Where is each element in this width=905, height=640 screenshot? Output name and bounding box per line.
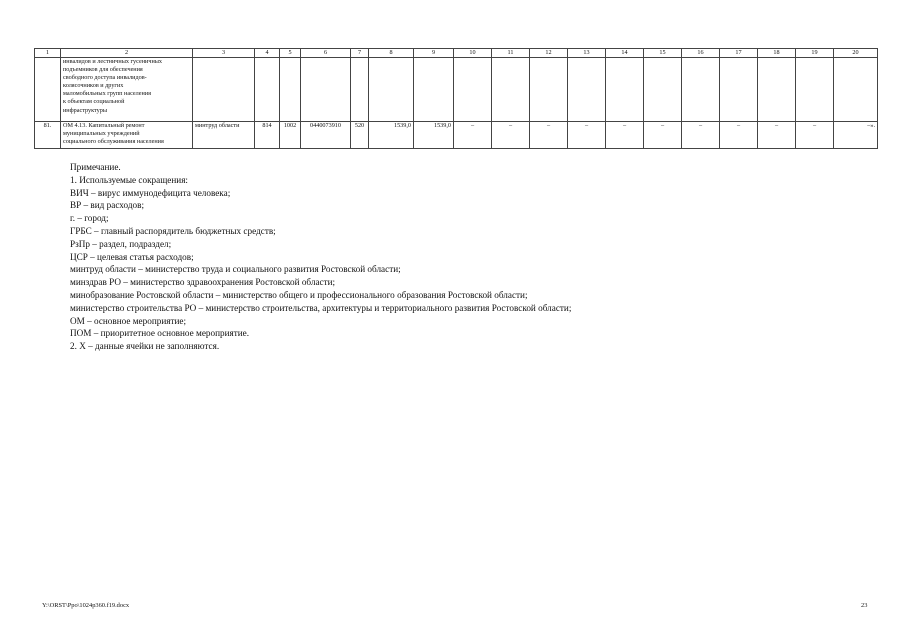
footer-file-path: Y:\ORST\Ppo\1024p360.f19.docx xyxy=(42,602,130,609)
table-header-row xyxy=(35,49,878,58)
table-row-continuation xyxy=(35,58,878,122)
col-header: 10 xyxy=(454,49,492,58)
col-header: 11 xyxy=(492,49,530,58)
col-header: 13 xyxy=(568,49,606,58)
total-cell: 1539,0 xyxy=(369,122,414,149)
cell-line: инфраструктуры xyxy=(63,106,107,114)
note-line: ЦСР – целевая статья расходов; xyxy=(70,251,194,262)
note-line: ОМ – основное мероприятие; xyxy=(70,315,187,326)
col-header: 7 xyxy=(351,49,369,58)
cell-line: муниципальных учреждений xyxy=(63,130,140,138)
col-header: 15 xyxy=(644,49,682,58)
col-header: 14 xyxy=(606,49,644,58)
note-line: ВИЧ – вирус иммунодефицита человека; xyxy=(70,187,231,198)
col-header: 1 xyxy=(35,49,61,58)
col-header: 2 xyxy=(61,49,193,58)
cell-line: свободного доступа инвалидов- xyxy=(63,74,147,82)
cell-line: социального обслуживания населения xyxy=(63,138,164,146)
note-line: г. – город; xyxy=(70,213,109,224)
year-value-cell: – xyxy=(568,122,606,149)
year-value-cell: – xyxy=(644,122,682,149)
col-header: 6 xyxy=(301,49,351,58)
col-header: 20 xyxy=(834,49,878,58)
note-line: ПОМ – приоритетное основное мероприятие. xyxy=(70,328,250,339)
cell-line: к объектам социальной xyxy=(63,98,125,106)
col-header: 5 xyxy=(280,49,301,58)
notes-title: Примечание. xyxy=(70,162,121,172)
cell-line: маломобильных групп населения xyxy=(63,90,151,98)
table-row xyxy=(35,122,878,149)
cell-line: инвалидов и лестничных гусеничных xyxy=(63,58,163,65)
row-number: 81. xyxy=(35,122,61,149)
note-line: РзПр – раздел, подраздел; xyxy=(70,238,172,249)
budget-table xyxy=(34,48,878,149)
grbs-cell: минтруд области xyxy=(193,122,255,149)
col-header: 19 xyxy=(796,49,834,58)
col-header: 9 xyxy=(414,49,454,58)
year-value-cell: – xyxy=(758,122,796,149)
note-line: министерство строительства РО – министерство строительства, архитектуры и территориального развития Ростовской области; xyxy=(70,302,572,313)
year-value-cell: 1539,0 xyxy=(414,122,454,149)
vr-cell: 520 xyxy=(351,122,369,149)
note-line: ВР – вид расходов; xyxy=(70,200,145,211)
cell-line: ОМ 4.13. Капитальный ремонт xyxy=(63,122,145,129)
year-value-cell: – xyxy=(454,122,492,149)
year-value-cell: – xyxy=(682,122,720,149)
col-header: 8 xyxy=(369,49,414,58)
page-number: 23 xyxy=(861,602,868,609)
grbs-code-cell: 814 xyxy=(255,122,280,149)
year-value-cell: – xyxy=(492,122,530,149)
col-header: 18 xyxy=(758,49,796,58)
cell-line: подъемников для обеспечения xyxy=(63,66,143,74)
col-header: 3 xyxy=(193,49,255,58)
year-value-cell: – xyxy=(720,122,758,149)
year-value-cell: – xyxy=(530,122,568,149)
col-header: 4 xyxy=(255,49,280,58)
note-line: ГРБС – главный распорядитель бюджетных средств; xyxy=(70,225,276,236)
note-line: 1. Используемые сокращения: xyxy=(70,174,188,185)
notes-section xyxy=(70,161,571,353)
cell-line: колясочников и других xyxy=(63,82,124,90)
note-line: минтруд области – министерство труда и социального развития Ростовской области; xyxy=(70,264,401,275)
rzpr-cell: 1002 xyxy=(280,122,301,149)
year-value-cell: – xyxy=(796,122,834,149)
note-line: 2. Х – данные ячейки не заполняются. xyxy=(70,341,220,352)
year-value-cell: –». xyxy=(834,122,878,149)
continuation-text-cell xyxy=(61,58,193,122)
year-value-cell: – xyxy=(606,122,644,149)
col-header: 12 xyxy=(530,49,568,58)
col-header: 16 xyxy=(682,49,720,58)
row-name-cell xyxy=(61,122,193,149)
col-header: 17 xyxy=(720,49,758,58)
note-line: минобразование Ростовской области – министерство общего и профессионального образования Ростовской области; xyxy=(70,289,528,300)
csr-cell: 0440073910 xyxy=(301,122,351,149)
note-line: минздрав РО – министерство здравоохранения Ростовской области; xyxy=(70,277,336,288)
